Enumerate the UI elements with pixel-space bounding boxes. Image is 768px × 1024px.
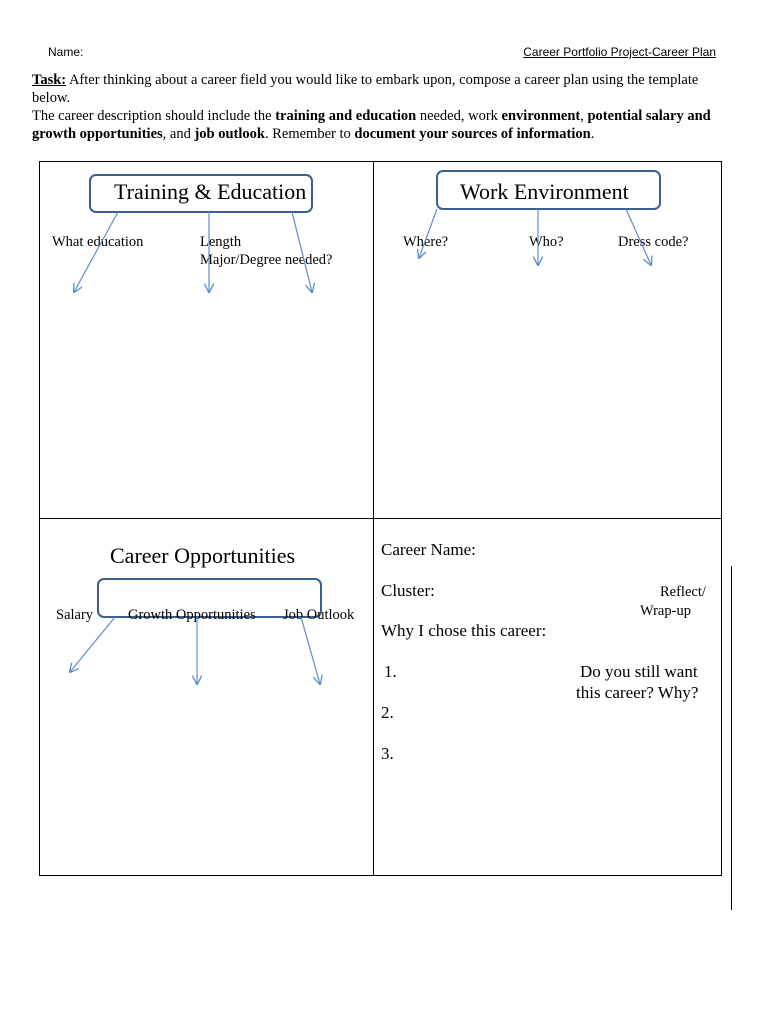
grid-right-border (721, 161, 722, 876)
task-text-3: needed, work (416, 108, 502, 124)
task-label: Task: (32, 72, 67, 88)
task-bold-3: potential salary and growth opportunities (32, 108, 711, 142)
question-line-1: Do you still want (580, 662, 698, 681)
task-text-1: After thinking about a career field you would like to embark upon, compose a career plan using the template below. (32, 72, 699, 106)
grid-bottom-border (39, 875, 722, 876)
work-label-who: Who? (529, 234, 564, 250)
career-name-label: Career Name: (381, 540, 476, 559)
work-label-where: Where? (403, 234, 449, 250)
reflect-label-1: Reflect/ (660, 584, 706, 600)
task-text-5: , and (162, 126, 195, 142)
training-label-what-education: What education (52, 234, 144, 250)
arrow-career-1 (70, 617, 115, 672)
grid-left-border (39, 161, 40, 876)
name-label: Name: (48, 45, 84, 59)
task-text-6: . Remember to (264, 126, 355, 142)
arrow-career-3 (301, 617, 320, 684)
task-bold-5: document your sources of information (354, 126, 591, 142)
reflect-label-2: Wrap-up (640, 603, 691, 619)
training-label-length: Length (200, 234, 242, 250)
training-label-major: Major/Degree needed? (200, 252, 333, 268)
reason-item-1: 1. (384, 662, 397, 681)
grid-center-divider (373, 161, 374, 876)
reason-item-3: 3. (381, 744, 394, 763)
task-text-2: The career description should include the (32, 108, 276, 124)
career-label-outlook: Job Outlook (283, 607, 355, 623)
why-chose-label: Why I chose this career: (381, 621, 547, 640)
career-title: Career Opportunities (110, 543, 296, 568)
task-instructions (32, 71, 722, 143)
reason-item-2: 2. (381, 703, 394, 722)
task-bold-1: training and education (275, 108, 417, 124)
work-label-dress-code: Dress code? (618, 234, 689, 250)
training-title: Training & Education (114, 179, 307, 204)
arrow-training-1 (74, 212, 118, 292)
page-margin-line (731, 566, 732, 910)
document-title: Career Portfolio Project-Career Plan (523, 45, 716, 59)
task-bold-2: environment (501, 108, 581, 124)
task-bold-4: job outlook (194, 126, 265, 142)
work-title: Work Environment (460, 179, 629, 204)
grid-middle-border (39, 518, 722, 519)
grid-top-border (39, 161, 722, 162)
cluster-label: Cluster: (381, 581, 435, 600)
career-label-growth: Growth Opportunities (128, 607, 256, 623)
task-text-4: , (580, 108, 588, 124)
task-text-7: . (590, 126, 595, 142)
career-label-salary: Salary (56, 607, 94, 623)
question-line-2: this career? Why? (576, 683, 699, 702)
